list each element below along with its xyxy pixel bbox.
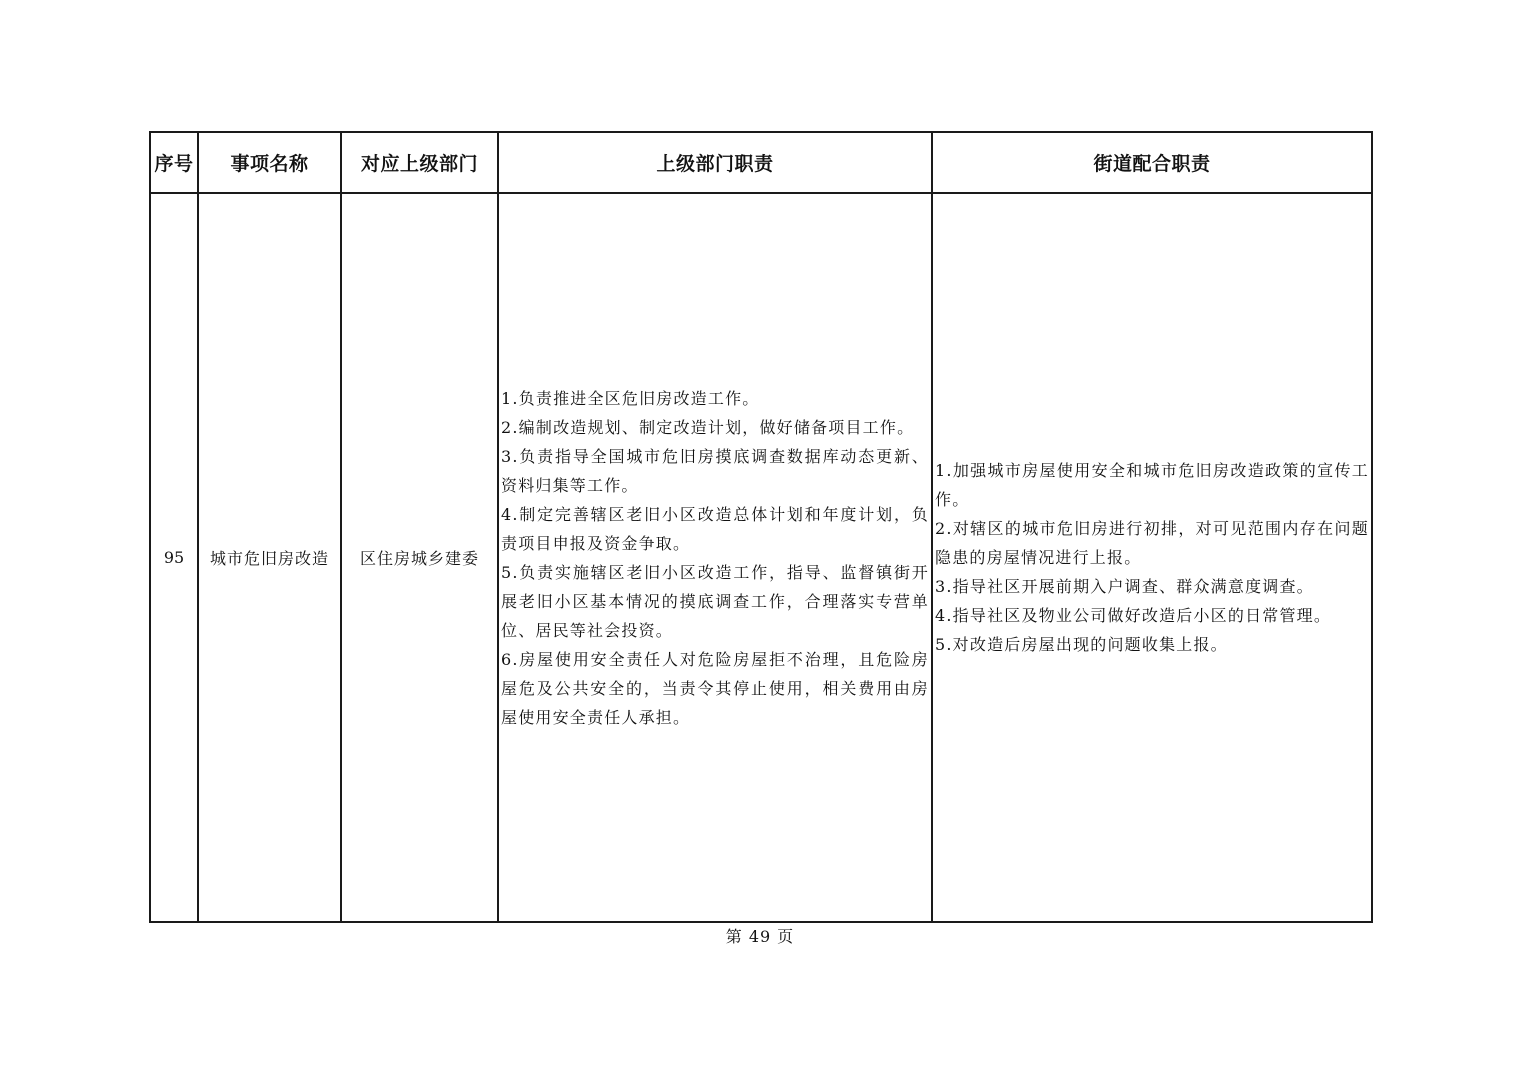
table-header-row [150, 132, 1372, 193]
upper-duty-item: 3.负责指导全国城市危旧房摸底调查数据库动态更新、资料归集等工作。 [501, 446, 929, 495]
responsibility-table [149, 131, 1373, 923]
page-number-suffix: 页 [777, 927, 795, 946]
cell-dept: 区住房城乡建委 [341, 193, 498, 922]
street-duty-item: 4.指导社区及物业公司做好改造后小区的日常管理。 [935, 606, 1332, 625]
street-duty-item: 2.对辖区的城市危旧房进行初排，对可见范围内存在问题隐患的房屋情况进行上报。 [935, 519, 1369, 567]
header-dept: 对应上级部门 [341, 132, 498, 193]
street-duty-item: 5.对改造后房屋出现的问题收集上报。 [935, 635, 1228, 654]
upper-duty-item: 1.负责推进全区危旧房改造工作。 [501, 388, 760, 408]
upper-duty-item: 6.房屋使用安全责任人对危险房屋拒不治理，且危险房屋危及公共安全的，当责令其停止使用，相关费用由房屋使用安全责任人承担。 [501, 649, 929, 727]
upper-duty-item: 5.负责实施辖区老旧小区改造工作，指导、监督镇街开展老旧小区基本情况的摸底调查工作，合理落实专营单位、居民等社会投资。 [501, 562, 929, 640]
street-duty-item: 1.加强城市房屋使用安全和城市危旧房改造政策的宣传工作。 [935, 461, 1369, 509]
cell-street-duty [932, 193, 1372, 922]
street-duty-list [933, 456, 1371, 659]
page-number-prefix: 第 [725, 927, 743, 946]
page-number-value: 49 [748, 927, 772, 946]
header-item-name: 事项名称 [198, 132, 341, 193]
upper-duty-list [499, 384, 931, 732]
header-seq: 序号 [150, 132, 198, 193]
street-duty-item: 3.指导社区开展前期入户调查、群众满意度调查。 [935, 577, 1314, 596]
cell-item-name: 城市危旧房改造 [198, 193, 341, 922]
header-street-duty: 街道配合职责 [932, 132, 1372, 193]
upper-duty-item: 2.编制改造规划、制定改造计划，做好储备项目工作。 [501, 417, 915, 437]
page-number [0, 924, 1520, 947]
header-upper-duty: 上级部门职责 [498, 132, 932, 193]
cell-upper-duty [498, 193, 932, 922]
table-row [150, 193, 1372, 922]
cell-seq: 95 [150, 193, 198, 922]
upper-duty-item: 4.制定完善辖区老旧小区改造总体计划和年度计划，负责项目申报及资金争取。 [501, 504, 929, 553]
